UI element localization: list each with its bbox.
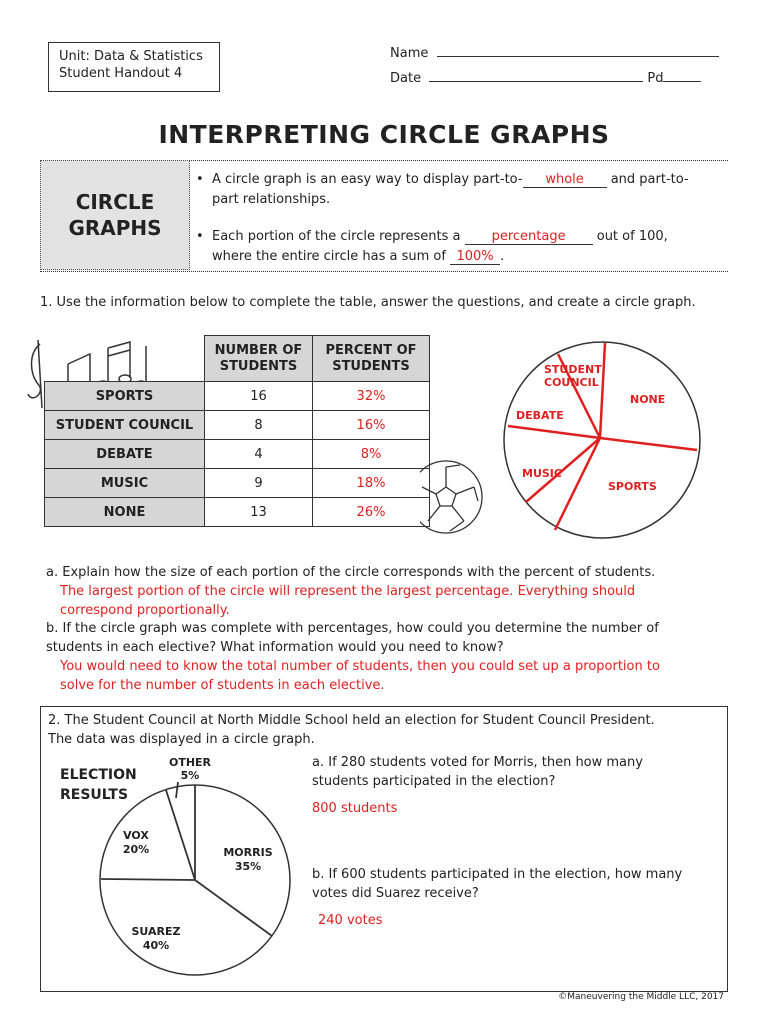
q1a-answer-line: The largest portion of the circle will represent the largest percentage. Everything should — [60, 584, 636, 599]
handout-line: Student Handout 4 — [59, 66, 183, 81]
bullet1-text-c: part relationships. — [212, 192, 331, 207]
pie-label-student-council: COUNCIL — [544, 376, 599, 389]
q1-part-a — [46, 563, 726, 620]
q2b-line: votes did Suarez receive? — [312, 886, 479, 901]
q1b-prompt-line: b. If the circle graph was complete with percentages, how could you determine the number of — [46, 621, 659, 636]
slice-label-suarez: SUAREZ — [131, 925, 181, 938]
copyright-footer: ©Maneuvering the Middle LLC, 2017 — [558, 992, 724, 1002]
q1-prompt: 1. Use the information below to complete the table, answer the questions, and create a circle graph. — [40, 295, 696, 310]
q2a-line: a. If 280 students voted for Morris, then how many — [312, 755, 643, 770]
name-blank[interactable] — [437, 42, 719, 57]
bullet2-text-c: where the entire circle has a sum of — [212, 249, 451, 264]
pie-label-student-council: STUDENT — [544, 363, 602, 376]
col-header-percent: PERCENT OF STUDENTS — [313, 336, 430, 382]
unit-line: Unit: Data & Statistics — [59, 49, 203, 64]
definition-label-line2: GRAPHS — [68, 216, 162, 240]
q1b-prompt-line: students in each elective? What information would you need to know? — [46, 640, 504, 655]
election-pie-chart — [90, 752, 300, 982]
slice-pct-suarez: 40% — [142, 939, 170, 952]
elective-table — [44, 335, 430, 527]
definition-bullet-1: • A circle graph is an easy way to display part-to- whole and part-to- part relationships. — [196, 172, 689, 207]
row-label: NONE — [45, 498, 205, 527]
q2b-line: b. If 600 students participated in the election, how many — [312, 867, 683, 882]
table-row — [45, 411, 430, 440]
q1b-answer-line: You would need to know the total number of students, then you could set up a proportion to — [60, 659, 660, 674]
bullet2-answer: percentage — [465, 230, 593, 245]
row-label: DEBATE — [45, 440, 205, 469]
elective-pie-chart — [500, 338, 704, 542]
bullet1-text-a: A circle graph is an easy way to display part-to- — [212, 172, 523, 187]
bullet1-answer: whole — [523, 173, 607, 188]
slice-label-other: OTHER — [168, 756, 212, 769]
q1a-answer-line: correspond proportionally. — [60, 603, 230, 618]
row-percent: 16% — [313, 411, 430, 440]
bullet2-text-d: . — [500, 249, 505, 264]
slice-pct-other: 5% — [180, 769, 200, 782]
q1a-prompt: a. Explain how the size of each portion of the circle corresponds with the percent of students. — [46, 565, 656, 580]
q1-part-b — [46, 619, 726, 695]
q2-part-b — [312, 865, 712, 930]
table-row — [45, 498, 430, 527]
definition-label — [40, 160, 190, 270]
row-percent: 18% — [313, 469, 430, 498]
row-label: STUDENT COUNCIL — [45, 411, 205, 440]
row-number: 9 — [205, 469, 313, 498]
row-label: MUSIC — [45, 469, 205, 498]
slice-pct-morris: 35% — [234, 860, 262, 873]
definition-label-line1: CIRCLE — [75, 190, 155, 214]
date-label: Date — [390, 71, 422, 86]
table-row — [45, 440, 430, 469]
row-number: 16 — [205, 382, 313, 411]
pie-label-debate: DEBATE — [516, 409, 564, 422]
table-row — [45, 469, 430, 498]
pie-label-none: NONE — [630, 393, 666, 406]
q1b-answer-line: solve for the number of students in each elective. — [60, 678, 385, 693]
bullet2-text-b: out of 100, — [592, 229, 668, 244]
bullet2-answer-2: 100% — [450, 250, 500, 265]
name-field[interactable] — [390, 42, 719, 61]
q2-part-a — [312, 753, 712, 818]
q2a-answer: 800 students — [312, 801, 398, 816]
date-field[interactable] — [390, 67, 701, 86]
row-number: 8 — [205, 411, 313, 440]
name-label: Name — [390, 46, 429, 61]
unit-box — [48, 42, 220, 92]
slice-pct-vox: 20% — [122, 843, 150, 856]
col-header-number: NUMBER OF STUDENTS — [205, 336, 313, 382]
row-number: 4 — [205, 440, 313, 469]
row-percent: 32% — [313, 382, 430, 411]
election-title-line: ELECTION — [60, 767, 137, 783]
q2a-line: students participated in the election? — [312, 774, 556, 789]
definition-bullet-2: • Each portion of the circle represents a percentage out of 100, where the entire circle has a sum of 100% . — [196, 229, 668, 264]
slice-label-morris: MORRIS — [223, 846, 273, 859]
q2-prompt-line: The data was displayed in a circle graph. — [48, 732, 315, 747]
row-label: SPORTS — [45, 382, 205, 411]
pie-label-music: MUSIC — [522, 467, 562, 480]
q2-prompt-line: 2. The Student Council at North Middle School held an election for Student Council President. — [48, 713, 655, 728]
q2b-answer: 240 votes — [318, 913, 383, 928]
pie-outline — [504, 342, 700, 538]
election-pie-divider — [101, 879, 195, 880]
page-title: INTERPRETING CIRCLE GRAPHS — [158, 120, 610, 149]
q2-prompt — [48, 711, 718, 749]
pie-label-sports: SPORTS — [608, 480, 657, 493]
bullet1-text-b: and part-to- — [606, 172, 689, 187]
bullet2-text-a: Each portion of the circle represents a — [212, 229, 465, 244]
election-title-line: RESULTS — [60, 787, 129, 803]
slice-label-vox: VOX — [123, 829, 149, 842]
pd-blank[interactable] — [663, 67, 701, 82]
row-percent: 8% — [313, 440, 430, 469]
date-blank[interactable] — [429, 67, 643, 82]
row-percent: 26% — [313, 498, 430, 527]
pd-label: Pd — [647, 71, 664, 86]
table-row — [45, 382, 430, 411]
row-number: 13 — [205, 498, 313, 527]
